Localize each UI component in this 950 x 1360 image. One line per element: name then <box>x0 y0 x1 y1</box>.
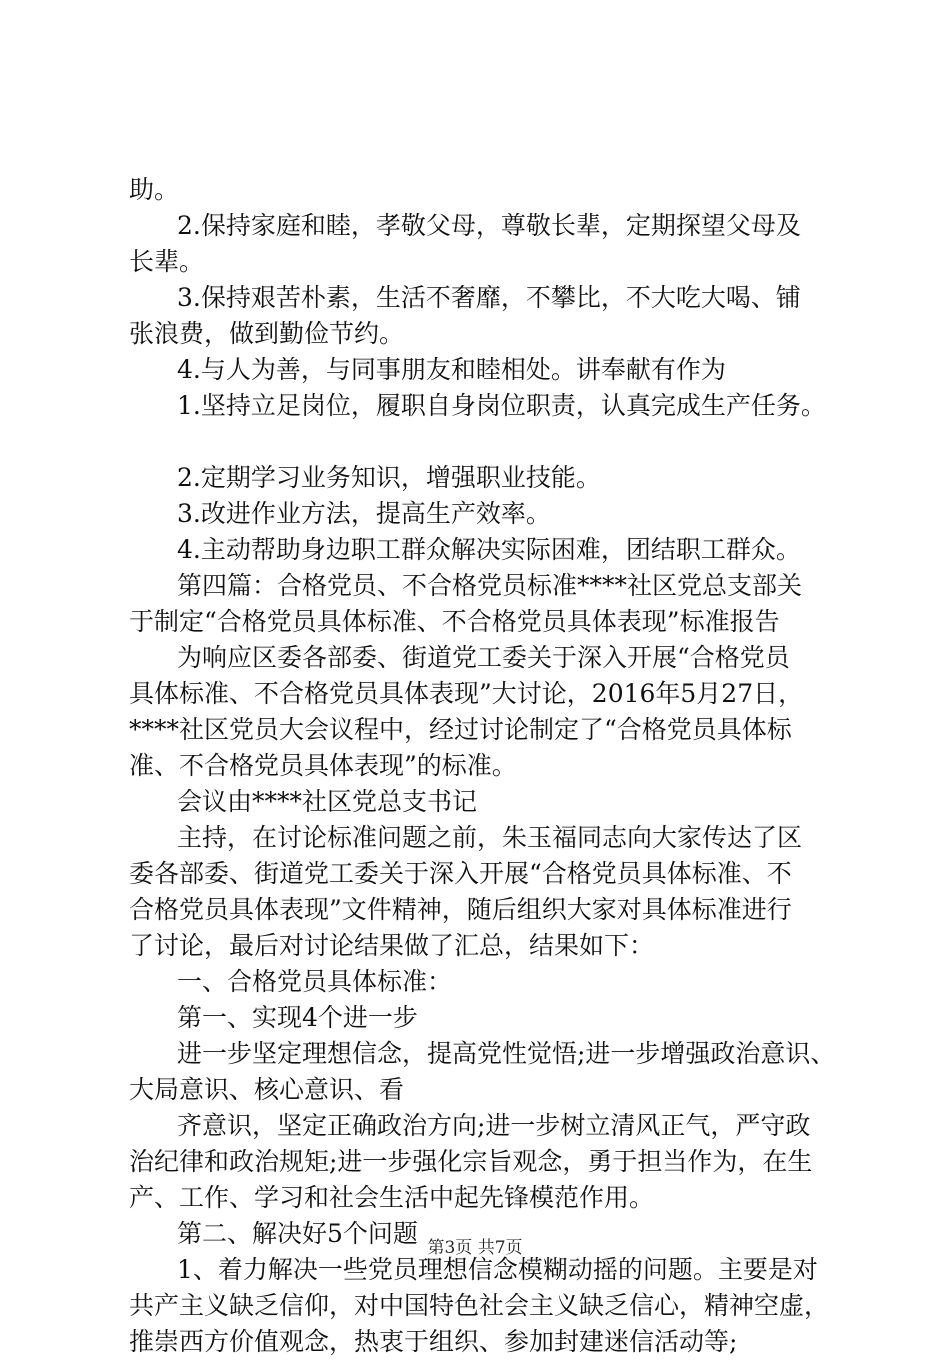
text-line: 为响应区委各部委、街道党工委关于深入开展“合格党员 <box>177 643 790 672</box>
section-heading-line: 第四篇：合格党员、不合格党员标准****社区党总支部关 <box>177 571 803 600</box>
text-line: 1、着力解决一些党员理想信念模糊动摇的问题。主要是对 <box>177 1255 818 1284</box>
text-line: 一、合格党员具体标准： <box>177 967 453 996</box>
text-line: 3.改进作业方法，提高生产效率。 <box>177 499 551 528</box>
text-line: 第二、解决好5个问题 <box>177 1219 418 1248</box>
text-line: 2.保持家庭和睦，孝敬父母，尊敬长辈，定期探望父母及 <box>177 211 801 240</box>
text-line: 1.坚持立足岗位，履职自身岗位职责，认真完成生产任务。 <box>177 391 826 420</box>
page-number-label: 第3页 共7页 <box>427 1238 523 1258</box>
text-line: 了讨论，最后对讨论结果做了汇总，结果如下： <box>129 931 655 960</box>
text-line: 委各部委、街道党工委关于深入开展“合格党员具体标准、不 <box>129 859 792 888</box>
text-line: 合格党员具体表现”文件精神，随后组织大家对具体标准进行 <box>129 895 792 924</box>
text-line: 助。 <box>129 175 180 204</box>
document-body <box>129 172 844 1360</box>
text-line: 长辈。 <box>129 247 205 276</box>
blank-line <box>129 424 844 460</box>
text-line: 共产主义缺乏信仰，对中国特色社会主义缺乏信心，精神空虚， <box>129 1291 830 1320</box>
text-line: 大局意识、核心意识、看 <box>129 1075 405 1104</box>
text-line: 进一步坚定理想信念，提高党性觉悟;进一步增强政治意识、 <box>177 1039 836 1068</box>
text-line: 齐意识，坚定正确政治方向;进一步树立清风正气，严守政 <box>177 1111 811 1140</box>
text-line: 推崇西方价值观念，热衷于组织、参加封建迷信活动等; <box>129 1327 738 1356</box>
text-line: 第一、实现4个进一步 <box>177 1003 418 1032</box>
text-line: ****社区党员大会议程中，经过讨论制定了“合格党员具体标 <box>129 715 792 744</box>
text-line: 准、不合格党员具体表现”的标准。 <box>129 751 517 780</box>
page-footer <box>0 1238 950 1258</box>
text-line: 4.与人为善，与同事朋友和睦相处。讲奉献有作为 <box>177 355 726 384</box>
text-line: 4.主动帮助身边职工群众解决实际困难，团结职工群众。 <box>177 535 801 564</box>
text-line: 具体标准、不合格党员具体表现”大讨论，2016年5月27日， <box>129 679 804 708</box>
text-line: 主持，在讨论标准问题之前，朱玉福同志向大家传达了区 <box>177 823 803 852</box>
text-line: 2.定期学习业务知识，增强职业技能。 <box>177 463 601 492</box>
text-line: 治纪律和政治规矩;进一步强化宗旨观念，勇于担当作为，在生 <box>129 1147 813 1176</box>
section-heading-line: 于制定“合格党员具体标准、不合格党员具体表现”标准报告 <box>129 607 780 636</box>
text-line: 张浪费，做到勤俭节约。 <box>129 319 405 348</box>
text-line: 会议由****社区党总支书记 <box>177 787 478 816</box>
text-line: 3.保持艰苦朴素，生活不奢靡，不攀比，不大吃大喝、铺 <box>177 283 801 312</box>
text-line: 产、工作、学习和社会生活中起先锋模范作用。 <box>129 1183 655 1212</box>
